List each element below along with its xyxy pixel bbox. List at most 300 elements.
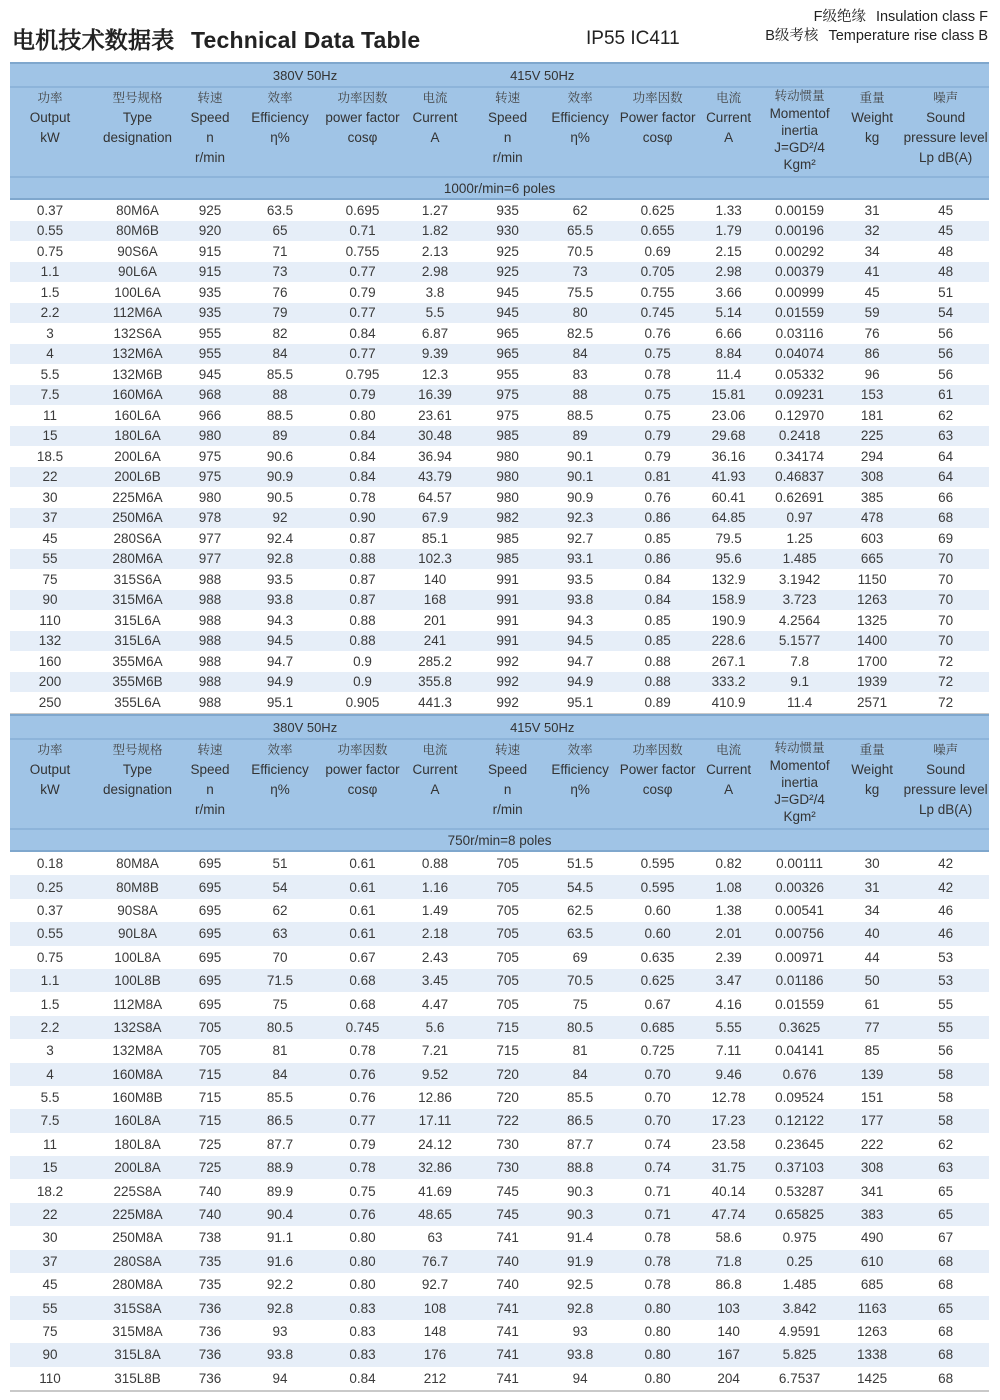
- table-cell: 740: [470, 1250, 545, 1273]
- table-cell: 0.80: [349, 1277, 376, 1293]
- table-cell: 3.8: [425, 284, 445, 300]
- table-cell: 61: [902, 385, 989, 406]
- table-cell: 63: [902, 1156, 989, 1179]
- table-cell: 695: [185, 969, 235, 992]
- table-row: [10, 969, 989, 992]
- table-cell: 90.1: [545, 467, 615, 488]
- table-cell: 985: [470, 549, 545, 570]
- table-cell: 966: [198, 407, 222, 423]
- table-cell: 90L8A: [90, 922, 185, 945]
- table-cell: 0.78: [615, 1250, 700, 1273]
- table-cell: 1.1: [10, 262, 90, 283]
- table-cell: 17.11: [400, 1109, 470, 1132]
- table-cell: 18.5: [36, 448, 64, 464]
- col-pf-415: 功率因数 Power factor cosφ: [615, 739, 700, 829]
- table-cell: 94.9: [235, 672, 325, 693]
- table-cell: 1.08: [700, 875, 757, 898]
- table-cell: 965: [470, 344, 545, 365]
- table-cell: 0.676: [757, 1063, 842, 1086]
- table-cell: 200: [10, 672, 90, 693]
- table-cell: 51: [938, 284, 954, 300]
- col-speed-380: 转速 Speed n r/min: [185, 739, 235, 829]
- table-row: [10, 199, 989, 221]
- table-cell: 56: [938, 366, 954, 382]
- table-cell: 132M8A: [112, 1043, 163, 1059]
- table-row: [10, 1367, 989, 1391]
- table-cell: 31: [864, 202, 880, 218]
- table-cell: 0.88: [615, 672, 700, 693]
- table-cell: 0.04074: [757, 344, 842, 365]
- table-cell: 5.5: [400, 303, 470, 324]
- table-cell: 0.595: [640, 856, 675, 872]
- table-cell: 0.79: [349, 284, 376, 300]
- table-cell: 0.80: [349, 407, 376, 423]
- table-cell: 90S6A: [117, 243, 158, 259]
- table-cell: 110: [10, 1367, 90, 1391]
- table-cell: 132M6B: [112, 366, 163, 382]
- table-cell: 0.37103: [757, 1156, 842, 1179]
- table-cell: 88.8: [545, 1156, 615, 1179]
- table-cell: 91.4: [566, 1230, 594, 1246]
- table-cell: 0.76: [325, 1063, 400, 1086]
- table-cell: 228.6: [700, 631, 757, 652]
- table-cell: 11.4: [715, 366, 742, 382]
- table-cell: 36.16: [711, 448, 746, 464]
- table-cell: 200L6A: [114, 448, 161, 464]
- table-cell: 94: [235, 1367, 325, 1391]
- table-row: [10, 528, 989, 549]
- table-cell: 992: [470, 672, 545, 693]
- table-cell: 92.8: [235, 1296, 325, 1319]
- table-cell: 0.9: [325, 672, 400, 693]
- table-cell: 745: [470, 1203, 545, 1226]
- table-cell: 315L8A: [90, 1343, 185, 1366]
- table-cell: 70.5: [545, 969, 615, 992]
- table-row: [10, 426, 989, 447]
- table-cell: 0.78: [325, 1156, 400, 1179]
- poles-label: 750r/min=8 poles: [10, 829, 989, 851]
- table-cell: 0.00196: [757, 221, 842, 242]
- table-cell: 0.78: [349, 1043, 376, 1059]
- table-cell: 341: [860, 1183, 884, 1199]
- table-cell: 132: [10, 631, 90, 652]
- title-en: Technical Data Table: [191, 27, 421, 53]
- table-cell: 73: [545, 262, 615, 283]
- table-cell: 0.69: [644, 243, 671, 259]
- table-cell: 75: [42, 571, 58, 587]
- table-cell: 736: [185, 1367, 235, 1391]
- table-cell: 0.635: [640, 949, 675, 965]
- table-cell: 977: [198, 530, 222, 546]
- table-cell: 0.80: [644, 1324, 671, 1339]
- table-cell: 0.80: [615, 1367, 700, 1391]
- table-cell: 0.75: [36, 949, 64, 965]
- table-cell: 5.14: [700, 303, 757, 324]
- table-cell: 991: [496, 612, 519, 628]
- table-cell: 441.3: [400, 692, 470, 714]
- table-cell: 76: [864, 325, 880, 341]
- table-cell: 85.5: [266, 1090, 294, 1106]
- table-cell: 0.61: [325, 875, 400, 898]
- table-row: [10, 364, 989, 385]
- table-cell: 40: [842, 922, 902, 945]
- table-cell: 64.85: [700, 508, 757, 529]
- table-cell: 0.695: [345, 202, 380, 218]
- table-cell: 0.60: [615, 922, 700, 945]
- table-cell: 64: [902, 467, 989, 488]
- table-cell: 478: [842, 508, 902, 529]
- table-cell: 93.1: [545, 549, 615, 570]
- table-cell: 735: [185, 1250, 235, 1273]
- table-cell: 70: [938, 571, 954, 587]
- table-cell: 12.3: [421, 366, 449, 382]
- table-cell: 1.1: [10, 969, 90, 992]
- col-weight: 重量 Weight kg: [842, 87, 902, 177]
- table-cell: 58: [902, 1063, 989, 1086]
- table-cell: 16.39: [400, 385, 470, 406]
- table-cell: 0.655: [615, 221, 700, 242]
- table-row: [10, 241, 989, 262]
- table-cell: 70: [938, 612, 954, 628]
- class-info: [765, 8, 988, 46]
- table-cell: 0.82: [715, 856, 742, 872]
- table-cell: 0.76: [325, 1203, 400, 1226]
- table-cell: 81: [272, 1043, 288, 1059]
- table-cell: 705: [470, 875, 545, 898]
- table-cell: 30: [42, 489, 58, 505]
- table-cell: 0.80: [325, 1250, 400, 1273]
- table-cell: 53: [938, 949, 954, 965]
- table-cell: 1400: [842, 631, 902, 652]
- table-cell: 31: [842, 875, 902, 898]
- table-row: [10, 262, 989, 283]
- table-cell: 56: [938, 325, 954, 341]
- table-cell: 955: [496, 366, 519, 382]
- table-cell: 0.83: [325, 1343, 400, 1366]
- table-cell: 222: [860, 1136, 884, 1152]
- table-cell: 72: [902, 692, 989, 714]
- table-cell: 45: [938, 202, 954, 218]
- table-cell: 6.66: [715, 325, 742, 341]
- table-cell: 695: [198, 949, 222, 965]
- table-cell: 200L8A: [90, 1156, 185, 1179]
- table-cell: 0.84: [644, 571, 671, 587]
- table-cell: 46: [902, 922, 989, 945]
- protection-rating: IP55 IC411: [586, 28, 680, 49]
- table-cell: 1.16: [400, 875, 470, 898]
- poles-row: [10, 177, 989, 199]
- table-cell: 0.61: [349, 902, 376, 918]
- table-cell: 90.5: [266, 489, 294, 505]
- table-cell: 3: [46, 325, 54, 341]
- table-row: [10, 1226, 989, 1249]
- table-cell: 0.53287: [775, 1183, 824, 1199]
- table-cell: 84: [545, 344, 615, 365]
- table-cell: 79: [235, 303, 325, 324]
- table-cell: 1.25: [786, 530, 813, 546]
- table-row: [10, 610, 989, 631]
- table-cell: 62: [938, 407, 954, 423]
- table-cell: 333.2: [700, 672, 757, 693]
- table-row: [10, 549, 989, 570]
- table-cell: 110: [39, 612, 61, 628]
- table-cell: 90: [10, 590, 90, 611]
- table-cell: 75.5: [566, 284, 594, 300]
- table-cell: 5.55: [700, 1016, 757, 1039]
- table-cell: 730: [496, 1136, 519, 1152]
- table-cell: 86.8: [715, 1277, 742, 1293]
- table-cell: 2571: [842, 692, 902, 714]
- table-cell: 978: [185, 508, 235, 529]
- table-cell: 1150: [857, 571, 887, 587]
- table-cell: 0.9: [353, 653, 372, 669]
- table-cell: 1163: [842, 1296, 902, 1319]
- table-cell: 720: [496, 1090, 519, 1106]
- table-cell: 63.5: [266, 202, 294, 218]
- col-current-380: 电流 Current A: [400, 739, 470, 829]
- table-cell: 0.84: [615, 590, 700, 611]
- table-cell: 0.00111: [776, 856, 823, 872]
- table-cell: 1939: [842, 672, 902, 693]
- table-cell: 225M6A: [112, 489, 163, 505]
- table-cell: 90.3: [545, 1203, 615, 1226]
- table-cell: 91.9: [545, 1250, 615, 1273]
- table-cell: 68: [938, 1277, 954, 1293]
- table-cell: 965: [496, 325, 519, 341]
- table-cell: 0.88: [325, 549, 400, 570]
- table-row: [10, 1039, 989, 1062]
- table-cell: 0.55: [10, 922, 90, 945]
- table-cell: 3.723: [757, 590, 842, 611]
- table-cell: 132S8A: [90, 1016, 185, 1039]
- table-cell: 5.5: [40, 1090, 60, 1106]
- table-cell: 112M8A: [112, 996, 163, 1012]
- table-cell: 715: [198, 1090, 222, 1106]
- table-cell: 87.7: [266, 1136, 294, 1152]
- table-cell: 95.1: [545, 692, 615, 714]
- table-cell: 0.87: [325, 590, 400, 611]
- table-cell: 988: [185, 672, 235, 693]
- table-cell: 60.41: [711, 489, 746, 505]
- table-cell: 977: [185, 549, 235, 570]
- table-cell: 0.71: [644, 1183, 671, 1199]
- table-cell: 0.97: [757, 508, 842, 529]
- table-cell: 80.5: [545, 1016, 615, 1039]
- table-cell: 315S8A: [90, 1296, 185, 1319]
- table-cell: 100L8A: [114, 949, 161, 965]
- table-cell: 76: [272, 284, 288, 300]
- table-cell: 148: [423, 1324, 447, 1339]
- column-header-row: [10, 87, 989, 177]
- table-cell: 1263: [842, 590, 902, 611]
- table-cell: 991: [470, 590, 545, 611]
- table-cell: 62.5: [566, 902, 594, 918]
- table-cell: 80.5: [235, 1016, 325, 1039]
- table-cell: 988: [185, 590, 235, 611]
- table-cell: 2.2: [10, 1016, 90, 1039]
- table-cell: 4.2564: [778, 612, 821, 628]
- table-cell: 82.5: [566, 325, 594, 341]
- table-cell: 0.34174: [775, 448, 824, 464]
- table-cell: 992: [496, 653, 519, 669]
- table-cell: 741: [470, 1343, 545, 1366]
- col-output: 功率 Output kW: [10, 739, 90, 829]
- table-cell: 11.4: [757, 692, 842, 714]
- table-cell: 92.4: [266, 530, 294, 546]
- table-cell: 0.88: [421, 856, 449, 872]
- table-cell: 1.82: [400, 221, 470, 242]
- table-cell: 741: [470, 1367, 545, 1391]
- table-cell: 4: [10, 1063, 90, 1086]
- table-cell: 975: [198, 448, 222, 464]
- table-cell: 735: [198, 1277, 222, 1293]
- table-cell: 1700: [857, 653, 888, 669]
- table-cell: 0.755: [345, 243, 380, 259]
- table-cell: 315L6A: [90, 631, 185, 652]
- table-cell: 0.75: [615, 344, 700, 365]
- table-cell: 43.79: [400, 467, 470, 488]
- table-cell: 0.74: [644, 1136, 671, 1152]
- table-cell: 1.49: [421, 902, 449, 918]
- table-cell: 610: [842, 1250, 902, 1273]
- table-cell: 975: [496, 407, 519, 423]
- table-cell: 285.2: [418, 653, 452, 669]
- table-cell: 0.85: [615, 631, 700, 652]
- table-cell: 1263: [857, 1324, 888, 1339]
- voltage-header-row: [10, 715, 989, 739]
- table-cell: 68: [902, 1250, 989, 1273]
- table-cell: 0.89: [615, 692, 700, 714]
- table-cell: 167: [700, 1343, 757, 1366]
- table-cell: 81: [572, 1043, 588, 1059]
- table-cell: 70: [272, 949, 288, 965]
- table-cell: 89: [545, 426, 615, 447]
- table-cell: 45: [864, 284, 880, 300]
- table-cell: 980: [198, 489, 222, 505]
- table-cell: 935: [198, 284, 222, 300]
- col-current-380: 电流 Current A: [400, 87, 470, 177]
- table-cell: 69: [938, 530, 954, 546]
- table-cell: 82: [272, 325, 288, 341]
- table-cell: 741: [496, 1230, 519, 1246]
- table-cell: 90: [10, 1343, 90, 1366]
- table-cell: 705: [496, 996, 519, 1012]
- table-cell: 250M8A: [112, 1230, 163, 1246]
- table-cell: 0.00999: [775, 284, 824, 300]
- table-row: [10, 922, 989, 945]
- table-cell: 0.595: [615, 875, 700, 898]
- table-cell: 0.975: [782, 1230, 817, 1246]
- table-cell: 0.18: [36, 856, 64, 872]
- table-cell: 63.5: [545, 922, 615, 945]
- table-cell: 91.1: [266, 1230, 294, 1246]
- table-cell: 945: [496, 284, 519, 300]
- table-cell: 988: [185, 631, 235, 652]
- table-cell: 0.61: [349, 856, 376, 872]
- table-cell: 41.69: [418, 1183, 452, 1199]
- table-cell: 0.84: [325, 467, 400, 488]
- table-cell: 160: [38, 653, 62, 669]
- table-cell: 490: [860, 1230, 884, 1246]
- table-cell: 267.1: [711, 653, 746, 669]
- table-cell: 15: [10, 1156, 90, 1179]
- table-cell: 0.78: [644, 366, 671, 382]
- table-cell: 250M6A: [90, 508, 185, 529]
- table-cell: 0.71: [615, 1203, 700, 1226]
- table-cell: 93.8: [545, 590, 615, 611]
- table-cell: 0.78: [644, 1230, 671, 1246]
- table-cell: 988: [198, 571, 222, 587]
- table-cell: 88.5: [566, 407, 594, 423]
- table-cell: 0.3625: [757, 1016, 842, 1039]
- col-speed-415: 转速 Speed n r/min: [470, 739, 545, 829]
- table-cell: 992: [470, 692, 545, 714]
- table-cell: 5.6: [400, 1016, 470, 1039]
- table-cell: 0.76: [349, 1090, 376, 1106]
- col-speed-415: 转速 Speed n r/min: [470, 87, 545, 177]
- table-cell: 410.9: [700, 692, 757, 714]
- table-cell: 0.75: [615, 385, 700, 406]
- table-cell: 988: [198, 612, 222, 628]
- table-cell: 34: [864, 243, 880, 259]
- table-cell: 30: [42, 1230, 58, 1246]
- table-cell: 685: [860, 1277, 884, 1293]
- table-cell: 94.5: [545, 631, 615, 652]
- table-cell: 204: [700, 1367, 757, 1391]
- table-cell: 4.16: [715, 996, 742, 1012]
- table-cell: 9.52: [400, 1063, 470, 1086]
- table-cell: 725: [185, 1156, 235, 1179]
- table-cell: 0.88: [644, 653, 671, 669]
- table-cell: 741: [470, 1296, 545, 1319]
- table-cell: 2.2: [10, 303, 90, 324]
- table-cell: 12.78: [711, 1090, 746, 1106]
- table-cell: 36.94: [418, 448, 452, 464]
- table-cell: 0.25: [10, 875, 90, 898]
- table-cell: 24.12: [418, 1136, 452, 1152]
- table-cell: 92.7: [421, 1277, 449, 1293]
- table-cell: 385: [860, 489, 884, 505]
- table-cell: 54.5: [545, 875, 615, 898]
- table-cell: 945: [198, 366, 222, 382]
- table-cell: 915: [185, 262, 235, 283]
- table-cell: 955: [185, 344, 235, 365]
- table-cell: 0.01559: [775, 996, 824, 1012]
- table-cell: 11: [42, 407, 57, 423]
- col-eff-415: 效率 Efficiency η%: [545, 87, 615, 177]
- table-cell: 88.5: [266, 407, 294, 423]
- table-cell: 34: [864, 902, 880, 918]
- table-cell: 1325: [857, 612, 888, 628]
- table-cell: 975: [185, 467, 235, 488]
- voltage-415-label: 415V 50Hz: [470, 63, 989, 87]
- table-cell: 84: [545, 1063, 615, 1086]
- table-cell: 0.87: [349, 530, 376, 546]
- table-row: [10, 303, 989, 324]
- table-cell: 0.79: [349, 1136, 376, 1152]
- table-cell: 95.1: [235, 692, 325, 714]
- table-cell: 0.90: [325, 508, 400, 529]
- table-cell: 180L8A: [114, 1136, 161, 1152]
- table-cell: 0.62691: [775, 489, 824, 505]
- table-cell: 65: [235, 221, 325, 242]
- table-cell: 93.5: [266, 571, 294, 587]
- table-cell: 0.68: [349, 996, 376, 1012]
- table-cell: 383: [842, 1203, 902, 1226]
- table-cell: 40.14: [711, 1183, 746, 1199]
- table-cell: 705: [185, 1016, 235, 1039]
- voltage-header-row: [10, 63, 989, 87]
